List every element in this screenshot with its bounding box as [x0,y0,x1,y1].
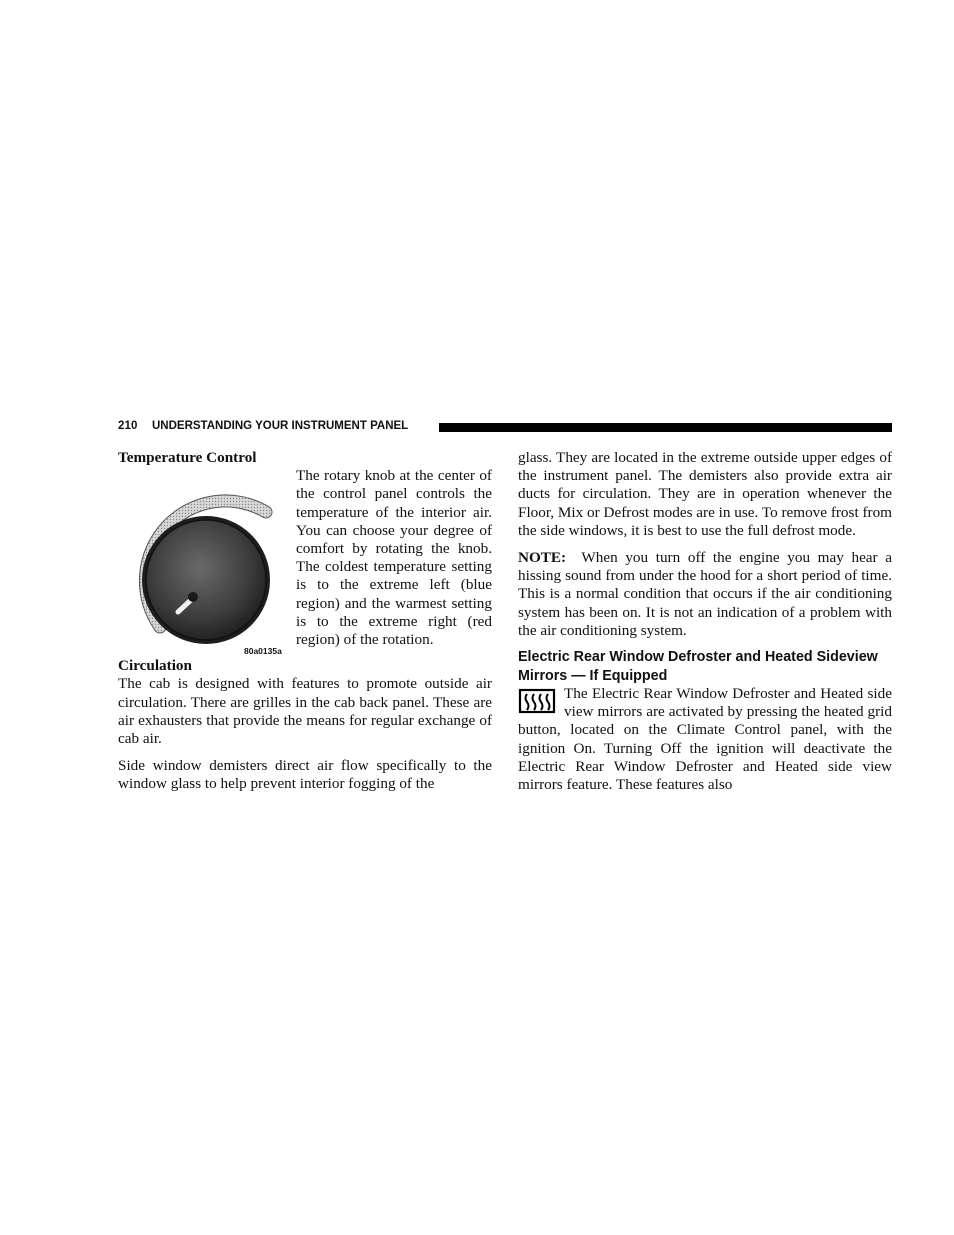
demister-text: Side window demisters direct air flow specifically to the window glass to help prevent interior fogging of the [118,757,492,793]
defroster-text: The Electric Rear Window Defroster and Heated side view mirrors are activated by pressing the heated grid button, located on the Climate Control panel, with the ignition On. Turning Off the ignition will deactivate the Electric Rear Window Defroster and Heated side view mirrors feature. These features also [518,685,892,794]
left-column [118,449,492,794]
right-column [518,449,892,794]
circulation-heading: Circulation [118,657,192,675]
circulation-text: The cab is designed with features to promote outside air circulation. There are grilles in the cab back panel. These are air exhausters that provide the means for regular exchange of cab air. [118,675,492,748]
figure-code: 80a0135a [244,646,282,657]
temperature-knob-illustration [118,467,296,647]
note-text: When you turn off the engine you may hear a hissing sound from under the hood for a short period of time. This is a normal condition that occurs if the air conditioning system has been on. It is not an indication of a problem with the air conditioning system. [518,549,892,639]
page-header [118,420,892,436]
section-title: UNDERSTANDING YOUR INSTRUMENT PANEL [152,420,409,432]
temperature-control-text: The rotary knob at the center of the control panel controls the temperature of the interior air. You can choose your degree of comfort by rotating the knob. The coldest temperature setting is to the extreme left (blue region) and the warmest setting is to the extreme right (red region) of the rotation. [296,467,492,649]
demister-continued-text: glass. They are located in the extreme outside upper edges of the instrument panel. The demisters also provide extra air ducts for circulation. They are in operation whenever the Floor, Mix or Defrost modes are in use. To remove frost from the side windows, it is best to use the full defrost mode. [518,449,892,539]
rear-defroster-icon [518,688,558,718]
note-paragraph [518,549,892,640]
temperature-knob-figure [118,467,296,657]
defroster-heading: Electric Rear Window Defroster and Heated Sideview Mirrors — If Equipped [518,649,878,684]
note-label: NOTE: [518,549,567,567]
page-number: 210 [118,420,138,432]
header-rule [439,423,892,432]
temperature-control-heading: Temperature Control [118,449,257,466]
